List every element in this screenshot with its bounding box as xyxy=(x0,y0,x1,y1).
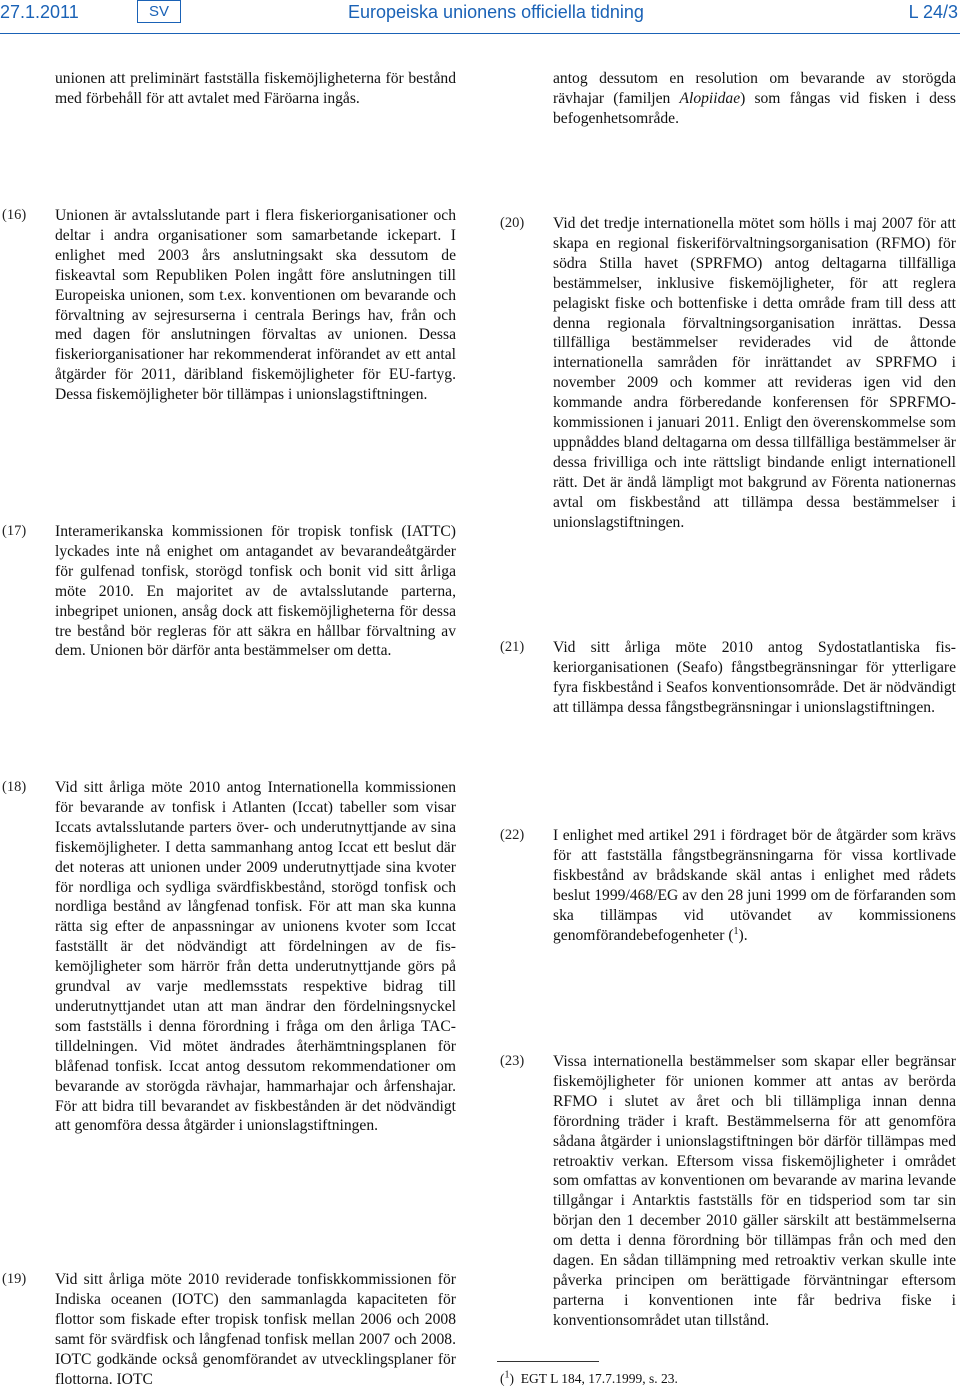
header-date: 27.1.2011 xyxy=(0,2,79,22)
recital-text: Vid sitt årliga möte 2010 antog Sydostatlantiska fiskeriorganisationen (Seafo) fångstbegränsningar för ytterligare fyra fiskbestånd i Seafos konventionsområde. Det är nödvändigt att tillämpa dessa fångstbegränsningar i unionslagstiftningen. xyxy=(553,639,956,716)
italic-taxon: Alopiidae xyxy=(679,89,741,107)
header-divider xyxy=(0,33,960,34)
footnote-text: EGT L 184, 17.7.1999, s. 23. xyxy=(520,1371,678,1386)
footnote: ($^1$) EGT L 184, 17.7.1999, s. 23. xyxy=(500,1369,678,1386)
recital-18 xyxy=(55,778,456,1136)
recital-17 xyxy=(55,522,456,661)
recital-number: (18) xyxy=(2,779,27,795)
footnote-divider xyxy=(497,1361,599,1362)
recital-text: Vid sitt årliga möte 2010 reviderade tonfiskkommissionen för Indiska oceanen (IOTC) den sammanlagda kapaciteten för flottor som fiskade efter tropisk tonfisk mellan 2006 och 2008 samt för svärdfisk och långfenad tonfisk mellan 2007 och 2008. IOTC godkände också genomförandet av utvecklingsplaner för flottorna. IOTC xyxy=(55,1271,456,1388)
footnote-marker: 1 xyxy=(504,1369,510,1381)
recital-number: (20) xyxy=(500,215,525,231)
recital-number: (21) xyxy=(500,639,525,655)
page-number: L 24/3 xyxy=(908,2,958,22)
left-continuation-text xyxy=(55,69,456,109)
paragraph-text: antog dessutom en resolution om bevarande av storögda rävhajar (familjen Alopiidae) som fångas vid fisken i dess befogenhetsområde. xyxy=(553,70,956,127)
paragraph-text: unionen att preliminärt fastställa fiskemöjligheterna för bestånd med förbehåll för att avtalet med Färöarna ingås. xyxy=(55,70,456,107)
recital-23 xyxy=(553,1052,956,1331)
right-continuation-text xyxy=(553,69,956,129)
recital-number: (22) xyxy=(500,827,525,843)
recital-19 xyxy=(55,1270,456,1389)
recital-22 xyxy=(553,826,956,945)
recital-number: (23) xyxy=(500,1053,525,1069)
recital-text: Interamerikanska kommissionen för tropisk tonfisk (IATTC) lyckades inte nå enighet om antagandet av bevarandeåtgärder för gulfenad tonfisk, storögd tonfisk och bonit vid sitt årliga möte 2010. En majoritet av de avtalsslutande parterna, inbegripet unionen, ansåg dock att fiskemöjligheterna för dessa tre bestånd bör regleras för att säkra en hållbar förvaltning av dem. Unionen bör därför anta bestämmelser om detta. xyxy=(55,523,456,660)
recital-text: I enlighet med artikel 291 i fördraget bör de åtgärder som krävs för att fastställa fångstbegränsningarna för vissa kortlivade fiskbestånd av brådskande skäl antas i enlighet med rådets beslut 1999/468/EG av den 28 juni 1999 om de förfaranden som ska tillämpas vid utövandet av kommissionens genomförandebefogenheter ($^1$). xyxy=(553,827,956,944)
recital-number: (17) xyxy=(2,523,27,539)
footnote-reference[interactable]: 1 xyxy=(733,925,739,937)
recital-text: Vissa internationella bestämmelser som skapar eller begränsar fiskemöjligheter för unionen kommer att antas av berörda RFMO i slutet av året och bli tillämpliga innan denna förordning träder i kraft. Bestämmelserna för att genomföra sådana åtgärder i unionslagstiftningen bör därför tillämpas med retroaktiv verkan. Eftersom vissa fiskemöjligheter i området som omfattas av konventionen om bevarande av marina levande tillgångar i Antarktis fastställs för en tidsperiod som tar sin början den 1 december 2010 gäller särskilt att bestämmelserna om detta i denna förordning bör tillämpas från och med den dagen. En sådan tillämpning med retroaktiv verkan skulle inte påverka principen om berättigade förväntningar eftersom parterna i konventionen inte får bedriva fiske i konventionsområdet utan tillstånd. xyxy=(553,1053,956,1329)
language-badge: SV xyxy=(137,0,181,23)
journal-title: Europeiska unionens officiella tidning xyxy=(348,2,644,22)
recital-text: Vid sitt årliga möte 2010 antog Internationella kommissionen för bevarande av tonfisk i Atlanten (Iccat) tabeller som visar Iccats avtalsslutande parters över- och underutnyttjande av sina fiskemöjligheter. I detta sammanhang antog Iccat ett beslut där det noteras att unionen under 2009 underutnyttjade sina kvoter för nordliga och sydliga svärdfiskbestånd, storögd tonfisk och nordliga bestånd av långfenad tonfisk. För att man ska kunna rätta sig efter de anpassningar av unionens kvoter som Iccat fastställt är det nödvändigt att fördelningen av de fiskemöjligheter som härrör från detta underutnyttjande görs på grundval av varje medlemsstats respektive bidrag till underutnyttjandet utan att man ändrar den fördelningsnyckel som fastställs i denna förordning i fråga om den årliga TAC-tilldelningen. Vid mötet ändrades återhämtningsplanen för blåfenad tonfisk. Iccat antog dessutom rekommendationer om bevarande av storögda rävhajar, hammarhajar och årfenshajar. För att bidra till bevarandet av fiskbestånden är det nödvändigt att genomföra dessa åtgärder i unionslagstiftningen. xyxy=(55,779,456,1135)
page-header xyxy=(0,0,960,34)
recital-21 xyxy=(553,638,956,718)
recital-number: (19) xyxy=(2,1271,27,1287)
recital-text: Unionen är avtalsslutande part i flera fiskeriorganisationer och deltar i andra organisationer som samarbetande ickepart. I enlighet med 2003 års anslutningsakt ska dessutom de fiskeavtal som Republiken Polen ingått före anslutningen till Europeiska unionen, som t.ex. konventionen om bevarande och förvaltning av sejresurserna i centrala Berings hav, från och med dagen för anslutningen förvaltas av unionen. Dessa fiskeriorganisationer har rekommenderat införandet av ett antal åtgärder för 2011, däribland fiskemöjligheter för EU-fartyg. Dessa fiskemöjligheter bör tillämpas i unionslagstiftningen. xyxy=(55,207,456,404)
recital-16 xyxy=(55,206,456,405)
recital-20 xyxy=(553,214,956,533)
recital-number: (16) xyxy=(2,207,27,223)
recital-text: Vid det tredje internationella mötet som hölls i maj 2007 för att skapa en regional fiskeriförvaltningsorganisation (RFMO) för södra Stilla havet (SPRFMO) antog deltagarna tillfälliga bestämmelser, inklusive fiskemöjligheter, för att reglera pelagiskt fiske och bottenfiske i detta område fram till dess att denna regionala förvaltningsorganisation inrättas. Dessa tillfälliga bestämmelser reviderades vid de åttonde internationella samråden för inrättandet av SPRFMO i november 2009 och kommer att revideras igen vid den kommande andra förberedande konferensen för SPRFMO-kommissionen i januari 2011. Enligt den överenskommelse som uppnåddes bland deltagarna om dessa tillfälliga bestämmelser är dessa frivilliga och inte rättsligt bindande enligt internationell rätt. Det är ändå lämpligt mot bakgrund av Förenta nationernas avtal om fiskbestånd att tillämpa dessa bestämmelser i unionslagstiftningen. xyxy=(553,215,956,531)
